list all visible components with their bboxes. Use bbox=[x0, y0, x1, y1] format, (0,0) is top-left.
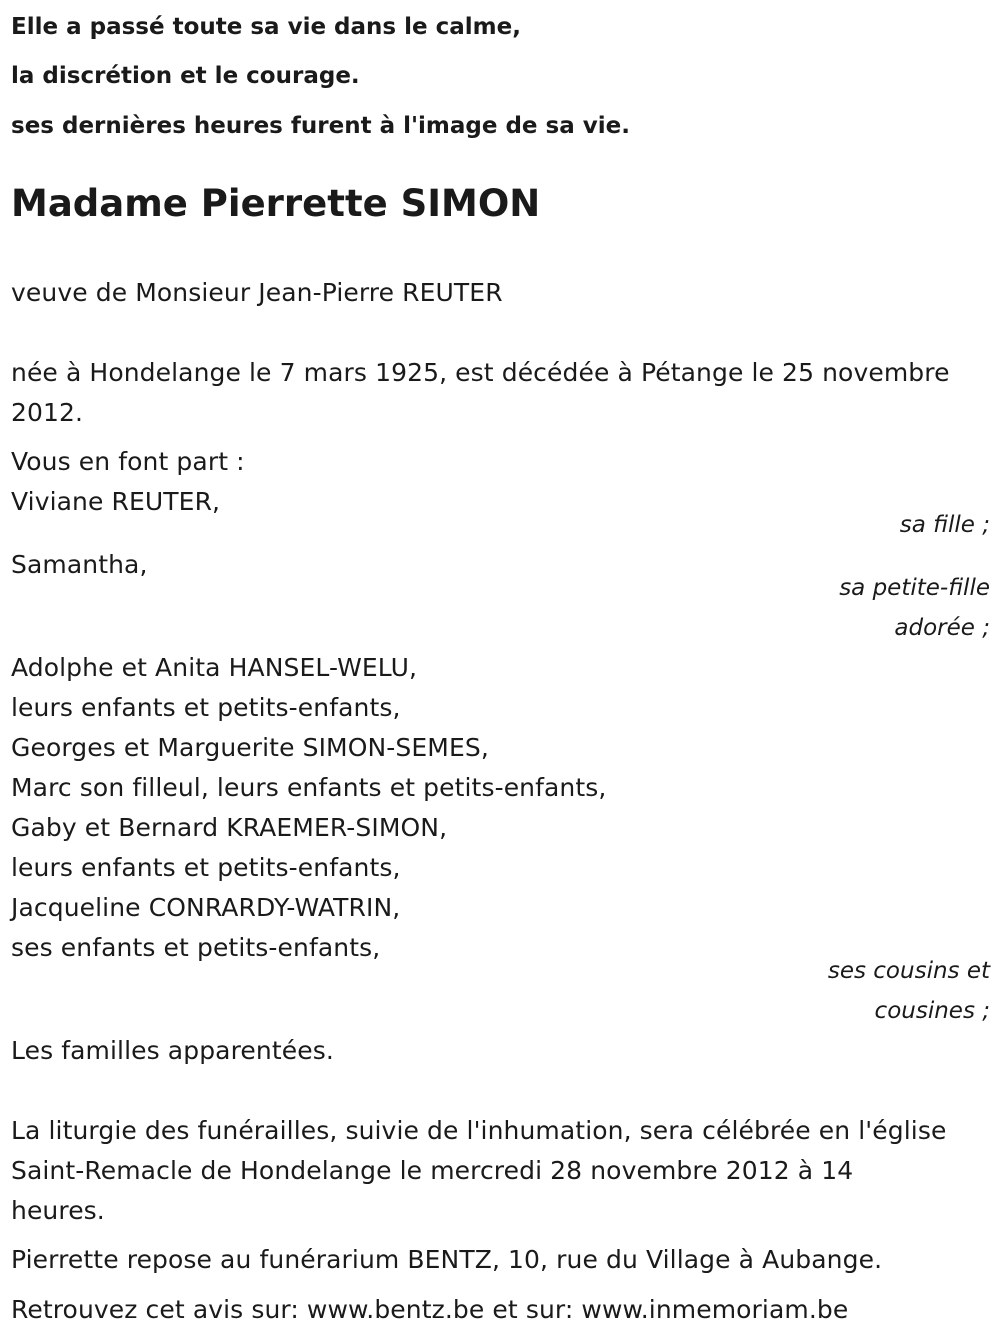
epigraph-line-2: la discrétion et le courage. bbox=[11, 63, 360, 89]
epigraph-line-3: ses dernières heures furent à l'image de sa vie. bbox=[11, 113, 630, 139]
family-relation: sa petite-fille bbox=[839, 575, 990, 601]
family-relation: adorée ; bbox=[894, 615, 990, 641]
family-name-line: Marc son filleul, leurs enfants et petits-enfants, bbox=[11, 773, 607, 802]
family-relation: cousines ; bbox=[874, 998, 990, 1024]
family-name-line: ses enfants et petits-enfants, bbox=[11, 933, 381, 962]
family-relation: ses cousins et bbox=[827, 958, 990, 984]
family-relation: sa fille ; bbox=[899, 512, 990, 538]
family-name-line: leurs enfants et petits-enfants, bbox=[11, 853, 401, 882]
family-name-line: Gaby et Bernard KRAEMER-SIMON, bbox=[11, 813, 448, 842]
birth-death-line-2: 2012. bbox=[11, 398, 84, 427]
announcement-intro: Vous en font part : bbox=[11, 447, 245, 476]
liturgy-line-1: La liturgie des funérailles, suivie de l'inhumation, sera célébrée en l'église bbox=[11, 1116, 947, 1145]
family-name-line: Jacqueline CONRARDY-WATRIN, bbox=[11, 893, 401, 922]
liturgy-line-3: heures. bbox=[11, 1196, 105, 1225]
family-name-line: Georges et Marguerite SIMON-SEMES, bbox=[11, 733, 489, 762]
family-name-line: Adolphe et Anita HANSEL-WELU, bbox=[11, 653, 418, 682]
online-notice-line: Retrouvez cet avis sur: www.bentz.be et sur: www.inmemoriam.be bbox=[11, 1295, 849, 1324]
liturgy-line-2: Saint-Remacle de Hondelange le mercredi 28 novembre 2012 à 14 bbox=[11, 1156, 854, 1185]
family-name-line: Samantha, bbox=[11, 550, 148, 579]
closing-line: Les familles apparentées. bbox=[11, 1036, 334, 1065]
deceased-name: Madame Pierrette SIMON bbox=[11, 182, 541, 225]
spouse-line: veuve de Monsieur Jean-Pierre REUTER bbox=[11, 278, 503, 307]
family-name-line: Viviane REUTER, bbox=[11, 487, 221, 516]
family-name-line: leurs enfants et petits-enfants, bbox=[11, 693, 401, 722]
epigraph-line-1: Elle a passé toute sa vie dans le calme, bbox=[11, 14, 521, 40]
funerarium-line: Pierrette repose au funérarium BENTZ, 10, rue du Village à Aubange. bbox=[11, 1245, 883, 1274]
birth-death-line-1: née à Hondelange le 7 mars 1925, est décédée à Pétange le 25 novembre bbox=[11, 358, 950, 387]
